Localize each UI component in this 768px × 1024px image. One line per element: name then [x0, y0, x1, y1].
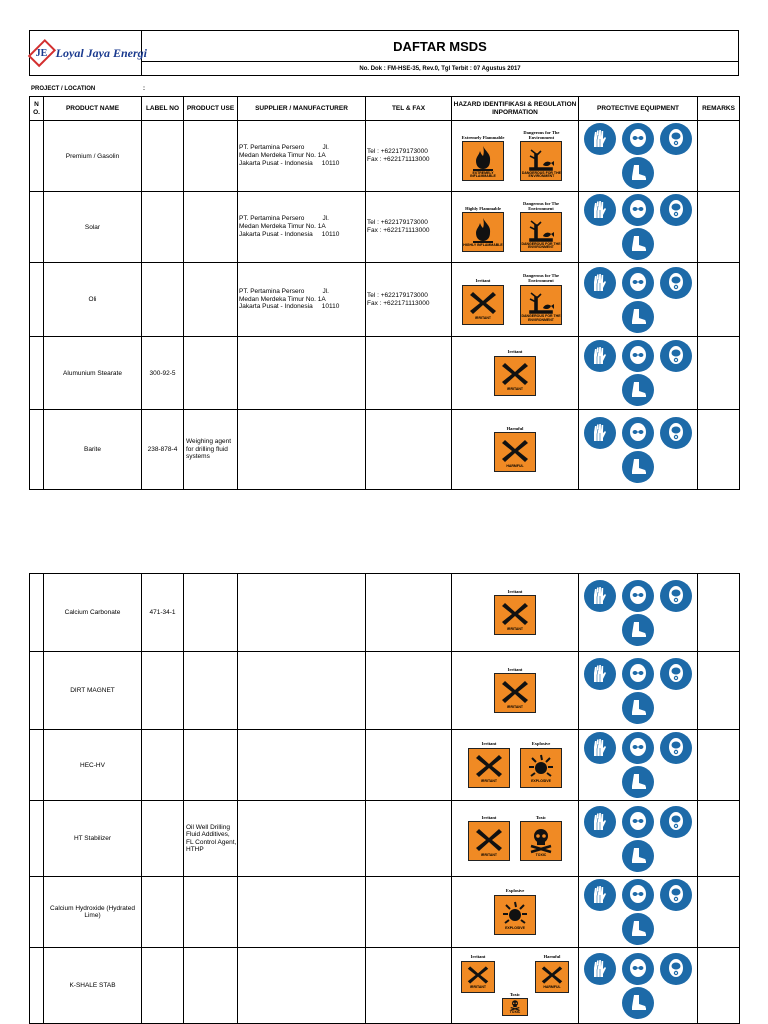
- logo-name: Loyal Jaya Energi: [55, 45, 147, 60]
- product-use: [184, 730, 238, 801]
- respirator-icon: [660, 806, 692, 838]
- label-no: 300-92-5: [142, 337, 184, 410]
- project-location-label: PROJECT / LOCATION: [31, 86, 96, 92]
- ppe-cell: [579, 410, 698, 490]
- x-cross-icon: [500, 437, 530, 465]
- document-number: No. Dok : FM-HSE-35, Rev.0, Tgl Terbit : 07 Agustus 2017: [359, 65, 521, 72]
- table-row: [30, 337, 740, 410]
- hazard-cell: [452, 730, 579, 801]
- gloves-icon: [584, 806, 616, 838]
- label-no: [142, 652, 184, 730]
- safety-glasses-icon: [622, 417, 654, 449]
- dead-tree-fish-icon: [526, 144, 556, 172]
- hazard-harmful: Harmful HARMFUL: [535, 955, 569, 993]
- safety-glasses-icon: [622, 953, 654, 985]
- respirator-icon: [660, 123, 692, 155]
- tel-fax-text: Tel : +622179173000 Fax : +622171113000: [366, 192, 452, 263]
- respirator-icon: [660, 953, 692, 985]
- hazard-irritant: Irritant IRRITANT: [468, 816, 510, 862]
- flame-icon: [468, 144, 498, 172]
- ppe-cell: [579, 192, 698, 263]
- label-no: [142, 121, 184, 192]
- hazard-irritant: Irritant IRRITANT: [494, 668, 536, 714]
- header-label-no: LABEL NO: [142, 97, 184, 121]
- hazard-harmful: Harmful HARMFUL: [494, 427, 536, 473]
- product-name: Calcium Carbonate: [44, 574, 142, 652]
- header-no: N O.: [30, 97, 44, 121]
- table-row: [30, 192, 740, 263]
- safety-glasses-icon: [622, 194, 654, 226]
- x-cross-icon: [474, 826, 504, 854]
- document-title: DAFTAR MSDS: [142, 31, 738, 62]
- tel-fax-text: Tel : +622179173000 Fax : +622171113000: [366, 121, 452, 192]
- gloves-icon: [584, 123, 616, 155]
- skull-crossbones-icon: [526, 826, 556, 854]
- product-name: HT Stabilizer: [44, 801, 142, 877]
- product-use: [184, 877, 238, 948]
- safety-glasses-icon: [622, 340, 654, 372]
- product-name: K-SHALE STAB: [44, 948, 142, 1024]
- safety-glasses-icon: [622, 123, 654, 155]
- table-row: [30, 877, 740, 948]
- ppe-cell: [579, 337, 698, 410]
- table-row: [30, 121, 740, 192]
- table-row: [30, 801, 740, 877]
- product-name: Calcium Hydroxide (Hydrated Lime): [44, 877, 142, 948]
- safety-boots-icon: [622, 614, 654, 646]
- exploding-bomb-icon: [526, 752, 556, 780]
- product-use: Oil Well Drilling Fluid Additives, FL Control Agent, HTHP: [184, 801, 238, 877]
- hazard-irritant: Irritant IRRITANT: [468, 742, 510, 788]
- hazard-environment: Dangerous for The Environment DANGEROUS FOR THE ENVIRONMENT: [514, 274, 568, 324]
- hazard-cell: [452, 263, 579, 337]
- company-logo: [30, 31, 147, 75]
- ppe-cell: [579, 263, 698, 337]
- hazard-flammable: Highly Flammable HIGHLY INFLAMMABLE: [462, 207, 504, 253]
- gloves-icon: [584, 953, 616, 985]
- respirator-icon: [660, 267, 692, 299]
- product-name: Oli: [44, 263, 142, 337]
- safety-glasses-icon: [622, 658, 654, 690]
- respirator-icon: [660, 417, 692, 449]
- gloves-icon: [584, 340, 616, 372]
- document-header: [29, 30, 739, 76]
- hazard-environment: Dangerous for The Environment DANGEROUS FOR THE ENVIRONMENT: [514, 131, 568, 181]
- table-row: [30, 652, 740, 730]
- x-cross-icon: [466, 964, 490, 986]
- hazard-cell: [452, 801, 579, 877]
- supplier-text: PT. Pertamina Persero Jl. Medan Merdeka Timur No. 1A Jakarta Pusat - Indonesia 10110: [238, 121, 366, 192]
- label-no: 238-878-4: [142, 410, 184, 490]
- product-use: [184, 948, 238, 1024]
- x-cross-icon: [468, 289, 498, 317]
- flame-icon: [468, 216, 498, 244]
- product-name: Premium / Gasolin: [44, 121, 142, 192]
- ppe-cell: [579, 801, 698, 877]
- hazard-environment: Dangerous for The Environment DANGEROUS FOR THE ENVIRONMENT: [514, 202, 568, 252]
- label-no: [142, 730, 184, 801]
- logo-diamond-icon: JE: [28, 39, 56, 67]
- hazard-cell: [452, 652, 579, 730]
- header-tel-fax: TEL & FAX: [366, 97, 452, 121]
- gloves-icon: [584, 732, 616, 764]
- hazard-irritant: Irritant IRRITANT: [494, 350, 536, 396]
- product-use: [184, 121, 238, 192]
- safety-glasses-icon: [622, 879, 654, 911]
- tel-fax-text: Tel : +622179173000 Fax : +622171113000: [366, 263, 452, 337]
- table-row: [30, 948, 740, 1024]
- hazard-cell: [452, 192, 579, 263]
- x-cross-icon: [500, 600, 530, 628]
- exploding-bomb-icon: [500, 899, 530, 927]
- safety-boots-icon: [622, 913, 654, 945]
- safety-boots-icon: [622, 228, 654, 260]
- product-name: Barite: [44, 410, 142, 490]
- safety-boots-icon: [622, 157, 654, 189]
- x-cross-icon: [540, 964, 564, 986]
- ppe-cell: [579, 948, 698, 1024]
- product-name: DIRT MAGNET: [44, 652, 142, 730]
- hazard-explosive: Explosive EXPLOSIVE: [494, 889, 536, 935]
- table-row: [30, 574, 740, 652]
- ppe-cell: [579, 121, 698, 192]
- gloves-icon: [584, 658, 616, 690]
- respirator-icon: [660, 879, 692, 911]
- product-use: Weighing agent for drilling fluid systems: [184, 410, 238, 490]
- msds-table-page-2: [29, 573, 740, 1024]
- hazard-cell: [452, 410, 579, 490]
- label-no: 471-34-1: [142, 574, 184, 652]
- x-cross-icon: [500, 678, 530, 706]
- supplier-text: PT. Pertamina Persero Jl. Medan Merdeka Timur No. 1A Jakarta Pusat - Indonesia 10110: [238, 192, 366, 263]
- gloves-icon: [584, 267, 616, 299]
- msds-table-page-1: [29, 96, 740, 490]
- table-row: [30, 263, 740, 337]
- label-no: [142, 263, 184, 337]
- label-no: [142, 948, 184, 1024]
- hazard-irritant: Irritant IRRITANT: [494, 590, 536, 636]
- hazard-toxic: Toxic TOXIC: [502, 993, 528, 1017]
- hazard-irritant: Irritant IRRITANT: [462, 279, 504, 325]
- header-product-name: PRODUCT NAME: [44, 97, 142, 121]
- label-no: [142, 877, 184, 948]
- gloves-icon: [584, 879, 616, 911]
- safety-boots-icon: [622, 840, 654, 872]
- safety-glasses-icon: [622, 732, 654, 764]
- respirator-icon: [660, 194, 692, 226]
- safety-glasses-icon: [622, 806, 654, 838]
- supplier-text: PT. Pertamina Persero Jl. Medan Merdeka Timur No. 1A Jakarta Pusat - Indonesia 10110: [238, 263, 366, 337]
- product-use: [184, 192, 238, 263]
- x-cross-icon: [474, 752, 504, 780]
- project-location-colon: :: [143, 86, 145, 92]
- gloves-icon: [584, 580, 616, 612]
- hazard-explosive: Explosive EXPLOSIVE: [520, 742, 562, 788]
- header-product-use: PRODUCT USE: [184, 97, 238, 121]
- safety-boots-icon: [622, 301, 654, 333]
- hazard-cell: [452, 337, 579, 410]
- hazard-flammable: Extremely Flammable EXTREMELY INFLAMMABLE: [462, 136, 505, 182]
- header-hazard: HAZARD IDENTIFIKASI & REGULATION INPORMATION: [452, 97, 579, 121]
- safety-boots-icon: [622, 987, 654, 1019]
- product-name: Alumunium Stearate: [44, 337, 142, 410]
- hazard-toxic: Toxic TOXIC: [520, 816, 562, 862]
- label-no: [142, 192, 184, 263]
- respirator-icon: [660, 732, 692, 764]
- respirator-icon: [660, 340, 692, 372]
- safety-boots-icon: [622, 451, 654, 483]
- safety-boots-icon: [622, 766, 654, 798]
- safety-glasses-icon: [622, 580, 654, 612]
- table-row: [30, 730, 740, 801]
- label-no: [142, 801, 184, 877]
- product-use: [184, 574, 238, 652]
- safety-boots-icon: [622, 374, 654, 406]
- gloves-icon: [584, 194, 616, 226]
- dead-tree-fish-icon: [526, 215, 556, 243]
- safety-glasses-icon: [622, 267, 654, 299]
- x-cross-icon: [500, 360, 530, 388]
- safety-boots-icon: [622, 692, 654, 724]
- product-name: HEC-HV: [44, 730, 142, 801]
- product-name: Solar: [44, 192, 142, 263]
- header-remarks: REMARKS: [698, 97, 740, 121]
- dead-tree-fish-icon: [526, 287, 556, 315]
- header-supplier: SUPPLIER / MANUFACTURER: [238, 97, 366, 121]
- hazard-cell: [452, 121, 579, 192]
- product-use: [184, 337, 238, 410]
- product-use: [184, 652, 238, 730]
- table-row: [30, 410, 740, 490]
- ppe-cell: [579, 652, 698, 730]
- hazard-cell: [452, 574, 579, 652]
- product-use: [184, 263, 238, 337]
- gloves-icon: [584, 417, 616, 449]
- hazard-cell: [452, 877, 579, 948]
- respirator-icon: [660, 658, 692, 690]
- respirator-icon: [660, 580, 692, 612]
- ppe-cell: [579, 574, 698, 652]
- hazard-irritant: Irritant IRRITANT: [461, 955, 495, 993]
- hazard-cell: [452, 948, 579, 1024]
- ppe-cell: [579, 877, 698, 948]
- header-protective-equipment: PROTECTIVE EQUIPMENT: [579, 97, 698, 121]
- ppe-cell: [579, 730, 698, 801]
